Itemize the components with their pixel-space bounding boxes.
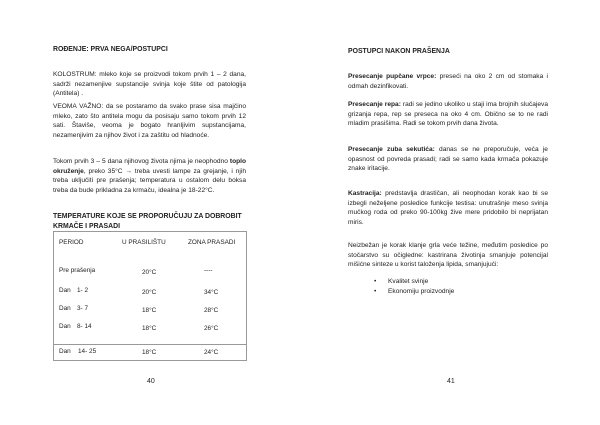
table-row-prasiliste: 20°C [142,269,157,276]
page-number-right: 41 [447,378,455,385]
table-header-period: PERIOD [59,239,84,246]
section-heading-birth: ROĐENJE: PRVA NEGA/POSTUPCI [53,46,168,53]
table-row-zona: 34°C [204,289,219,296]
table-row-prasiliste: 18°C [142,307,157,314]
table-row-zona: 24°C [204,349,219,356]
table-header-prasiliste: U PRASILIŠTU [122,239,166,246]
temperature-table-last-row [53,344,247,361]
list-item-text: Kvalitet svinje [388,278,429,285]
table-row-zona: ---- [204,267,213,274]
list-item: • Kvalitet svinje [374,278,429,285]
table-row-days: 8- 14 [77,323,92,330]
paragraph-castration [348,189,548,227]
paragraph-teeth [348,145,548,174]
paragraph-colostrum: KOLOSTRUM: mleko koje se proizvodi tokom prvih 1 – 2 dana, sadrži nezamenjive supstancije svinja koje štite od patologija (Antitela) . [53,71,246,98]
umbilical-label: Presecanje pupčane vrpce: [348,73,437,80]
list-item-text: Ekonomiju proizvodnje [388,288,455,295]
tail-docking-label: Presecanje repa: [348,101,401,108]
paragraph-umbilical [348,72,548,91]
paragraph-unavoidable: Neizbežan je korak klanje grla veće težine, međutim posledice po stočarstvo su očigledne: kastrirana životinja smanjuje potencijal mišićne sinteze u korist taloženja lipida, smanjujući: [348,242,548,269]
paragraph-important: VEOMA VAŽNO: da se postaramo da svako prase sisa majčino mleko, zato što antitela mogu da posisaju samo tokom prvih 12 sati. Štaviše, veoma je bogato hranljivim supstancijama, nezamenjivim za njihov život i za zaštitu od hladnoće. [53,103,246,139]
warm-text-b: , preko 35°C → treba uvesti lampe za grejanje, i njih treba uključiti pre prašenja; temperatura u ostalom delu boksa treba da bude prikladna za krmaču, idealna je 18-22°C. [53,167,246,194]
table-row-zona: 28°C [204,307,219,314]
table-row-period: Dan [59,287,71,294]
warm-text-bold: toplo okruženje [53,158,246,175]
table-row-period: Dan [59,323,71,330]
table-row-period: Pre prašenja [59,267,96,274]
table-header-zona: ZONA PRASADI [188,239,236,246]
right-page [300,0,600,425]
table-row-days: 14- 25 [78,348,97,355]
teeth-text: danas se ne preporučuje, veća je opasnost od povreda prasadi; radi se samo kada krmača pokazuje znake iritacije. [348,146,548,173]
section-heading-temperatures: TEMPERATURE KOJE SE PROPORUČUJU ZA DOBROBIT KRMAČE I PRASADI [53,213,242,230]
list-item: • Ekonomiju proizvodnje [374,288,455,295]
table-row-period: Dan [59,305,71,312]
table-row-days: 3- 7 [77,305,89,312]
table-row-zona: 26°C [204,325,219,332]
umbilical-text: preseći na oko 2 cm od stomaka i odmah dezinfikovati. [348,73,548,90]
section-heading-after-birth: POSTUPCI NAKON PRAŠENJA [348,48,450,55]
table-row-prasiliste: 20°C [142,289,157,296]
table-row-prasiliste: 18°C [142,325,157,332]
page-number-left: 40 [147,378,155,385]
castration-label: Kastracija: [348,190,382,197]
teeth-label: Presecanje zuba sekutića: [348,146,435,153]
temperature-table [53,231,247,347]
tail-docking-text: radi se jedino ukoliko u staji ima brojnih slučajeva grizanja repa, rep se preseca na oko 4 cm. Obično se to ne radi mladim prasišima. Radi se tokom prvih dana života. [348,101,548,128]
table-row-period: Dan [59,348,71,355]
paragraph-tail-docking [348,100,548,129]
table-row-days: 1- 2 [77,287,89,294]
table-row-prasiliste: 18°C [142,349,157,356]
paragraph-warm-environment [53,157,246,195]
consequences-list [374,277,454,297]
warm-text-a: Tokom prvih 3 – 5 dana njihovog života njima je neophodno [53,158,230,165]
castration-text: predstavlja drastičan, ali neophodan korak kao bi se izbegli neželjene posledice funkcije testisa: unutrašnje meso svinja mučkog roda od preko 90-100kg žive mere pridobilo bi neprijatan miris. [348,190,548,226]
